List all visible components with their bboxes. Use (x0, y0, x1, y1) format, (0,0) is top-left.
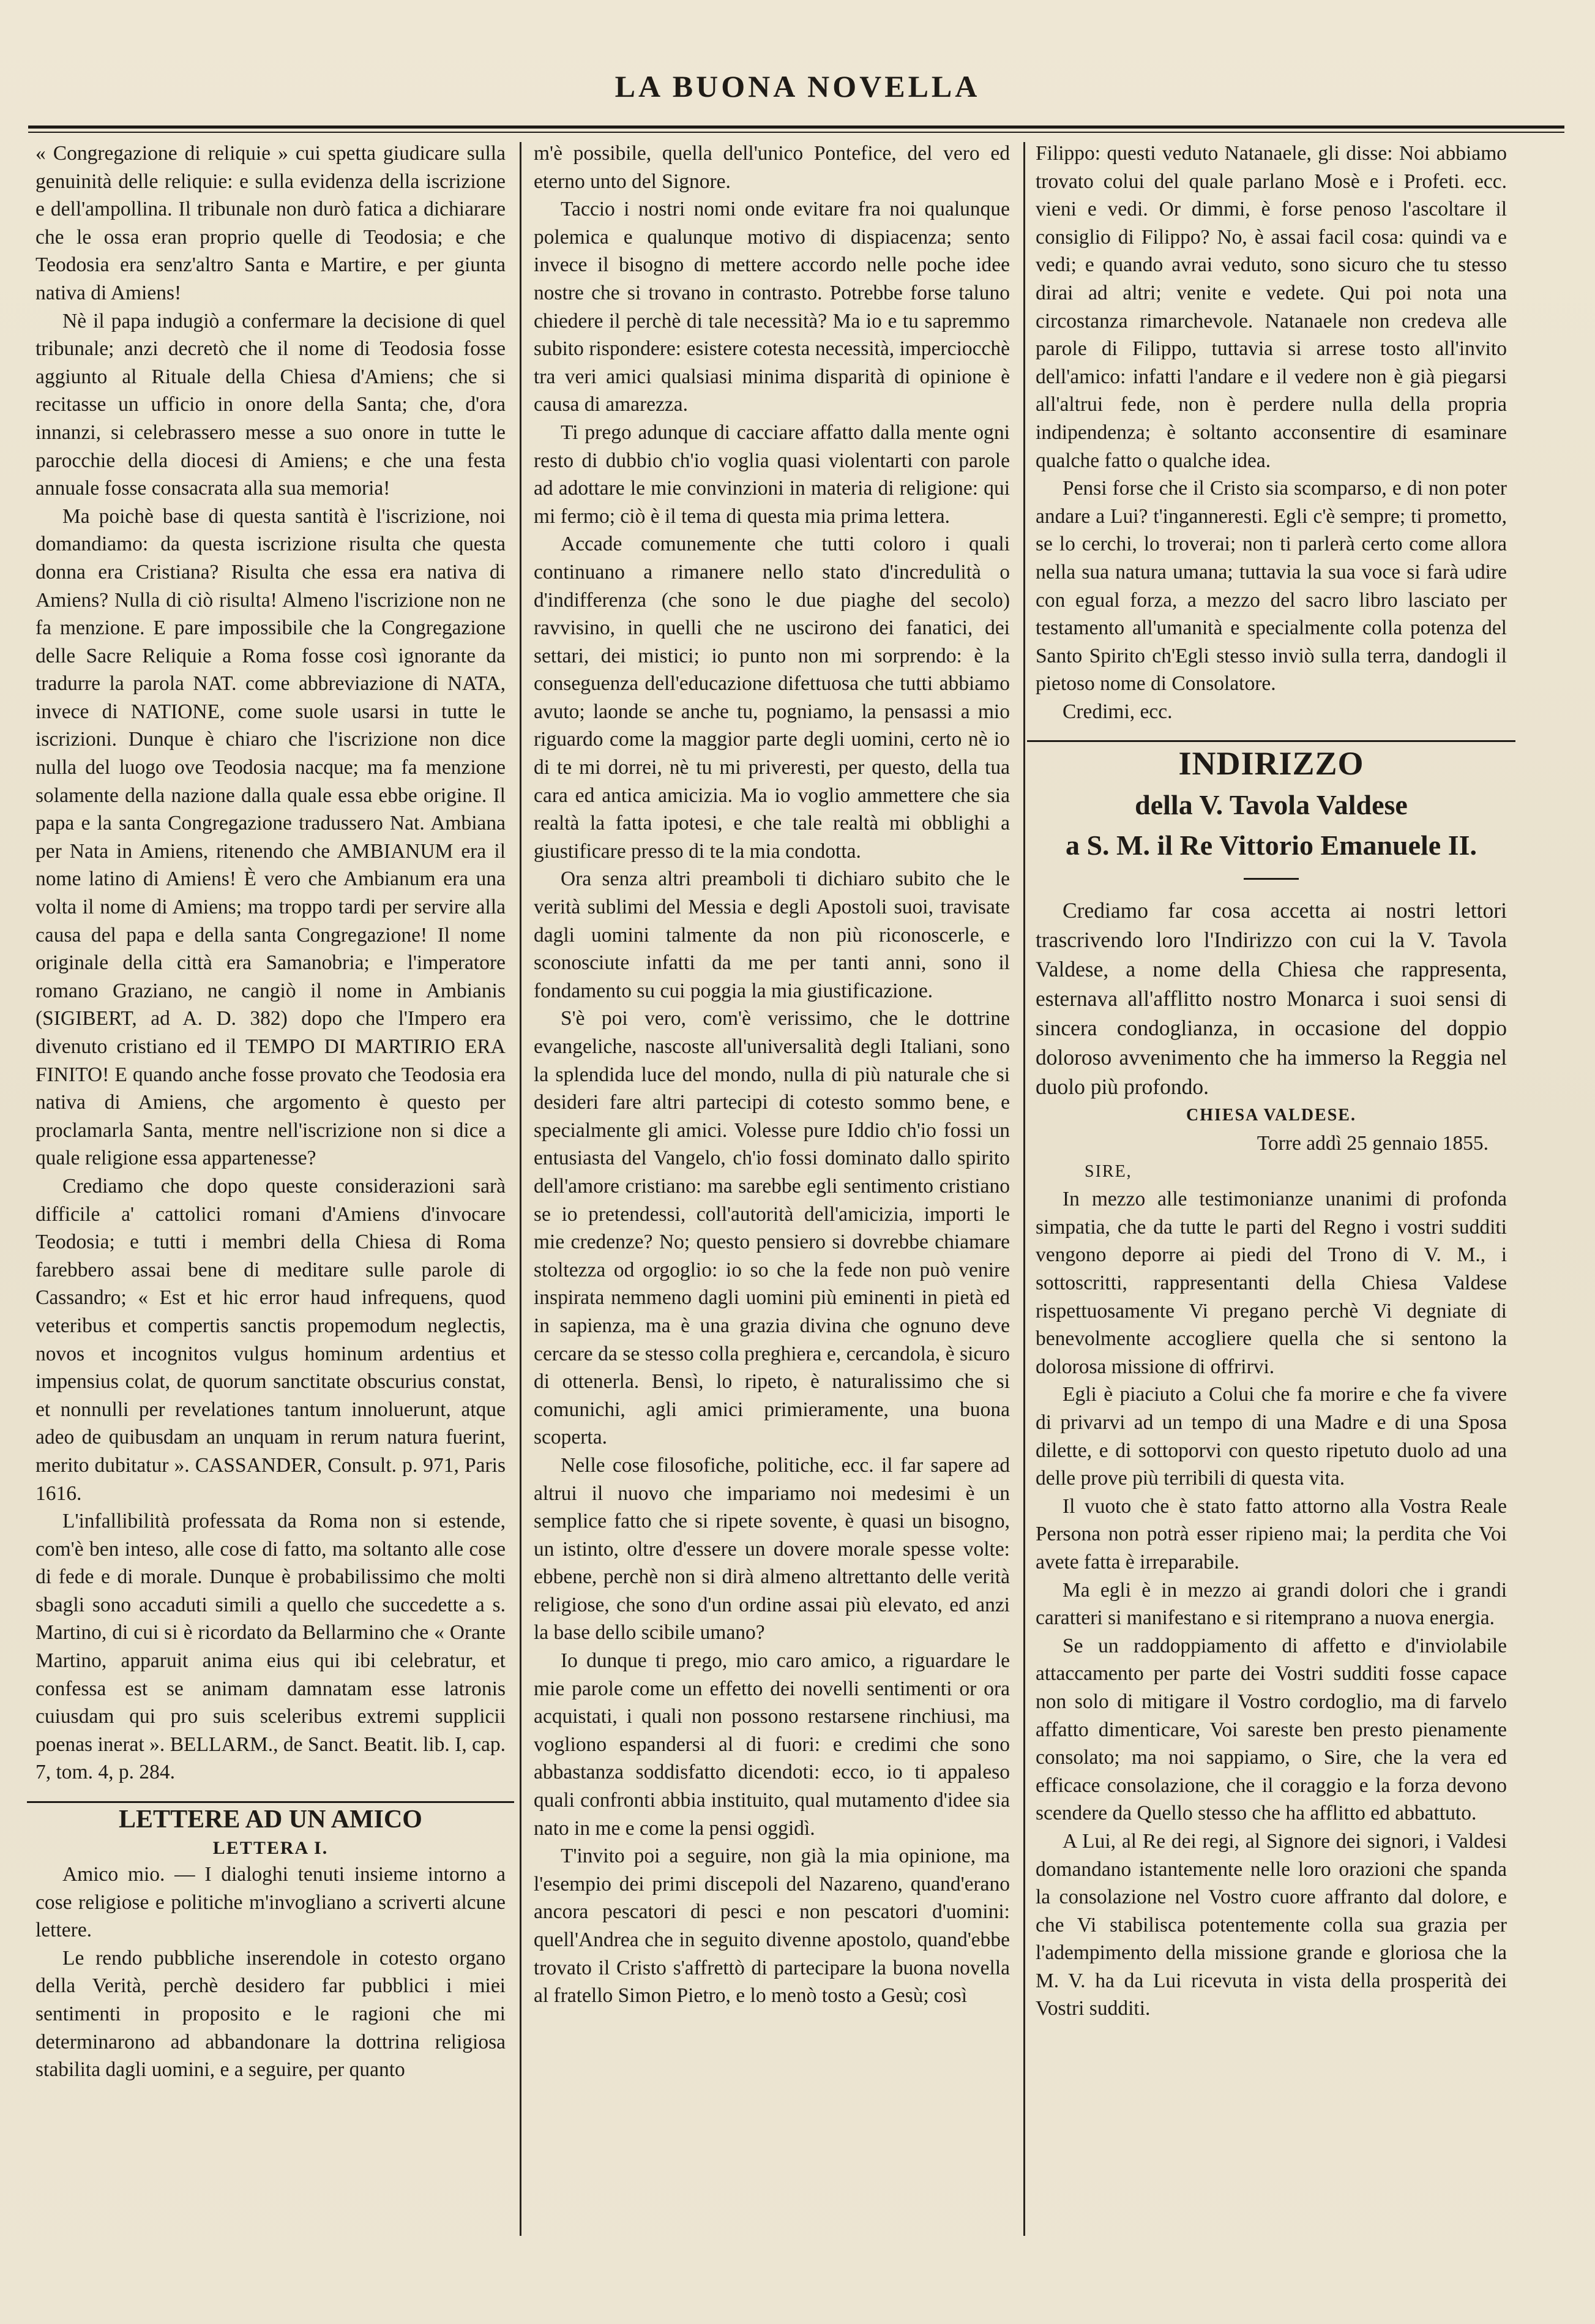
paragraph: Nè il papa indugiò a confermare la decisione di quel tribunale; anzi decretò che il nome di Teodosia fosse aggiunto al Rituale della Chiesa d'Amiens; che si recitasse un ufficio in onore della Santa; che, d'ora innanzi, si celebrassero messe a suo onore in tutte le parocchie della diocesi di Amiens; e che una festa annuale fosse consacrata alla sua memoria! (35, 309, 506, 500)
paragraph: T'invito poi a seguire, non già la mia opinione, ma l'esempio dei primi discepoli del Nazareno, quand'erano ancora pescatori di pesci e non pescatori d'uomini: quell'Andrea che in seguito divenne apostolo, quand'ebbe trovato il Cristo s'affrettò di partecipare la buona novella al fratello Simon Pietro, e lo menò tosto a Gesù; così (534, 1845, 1010, 2007)
column-3 (1036, 140, 1507, 2023)
paragraph: Taccio i nostri nomi onde evitare fra noi qualunque polemica e qualunque motivo di dispiacenza; sento invece il bisogno di mettere accordo nelle poche idee nostre che si trovano in contrasto. Potrebbe forse taluno chiedere il perchè di tale necessità? Ma io e tu sapremmo subito rispondere: esistere cotesta necessità, imperciocchè tra veri amici qualsiasi minima disparità di opinione è causa di amarezza. (534, 198, 1010, 416)
paragraph: Ti prego adunque di cacciare affatto dalla mente ogni resto di dubbio ch'io voglia quasi violentarti con parole ad adottare le mie convinzioni in materia di religione: qui mi fermo; ciò è il tema di questa mia prima lettera. (534, 421, 1010, 528)
paragraph: Filippo: questi veduto Natanaele, gli disse: Noi abbiamo trovato colui del quale parlano Mosè e i Profeti. ecc. vieni e vedi. Or dimmi, è forse penoso l'ascoltare il consiglio di Filippo? No, è assai facil cosa: quindi va e vedi; e quando avrai veduto, sono sicuro che tu stesso dirai ad altri; venite e vedete. Qui poi nota una circostanza rimarchevole. Natanaele non credeva alle parole di Filippo, tuttavia si arrese tosto all'invito dell'amico: infatti l'andare e il vedere non è già piegarsi all'altrui fede, non è perdere nulla della propria indipendenza; è soltanto acconsentire di esaminare qualche fatto o qualche idea. (1036, 142, 1507, 472)
closing-line: Credimi, ecc. (1063, 700, 1173, 723)
paragraph: Io dunque ti prego, mio caro amico, a riguardare le mie parole come un effetto dei novelli sentimenti or ora acquistati, i quali non possono restarsene rinchiusi, ma vogliono espandersi al di fuori: e credimi che sono abbastanza soddisfatto dicendoti: ecco, io ti appaleso quali confronti abbia instituito, qual mutamento d'idee sia nato in me e come la pensi oggidì. (534, 1649, 1010, 1840)
lettera-label: LETTERA I. (212, 1838, 329, 1859)
paragraph: Ma poichè base di questa santità è l'iscrizione, noi domandiamo: da questa iscrizione risulta che questa donna era Cristiana? Risulta che essa era nativa di Amiens? Nulla di ciò risulta! Almeno l'iscrizione non ne fa menzione. E pare impossibile che la Congregazione delle Sacre Reliquie a Roma fosse così ignorante da tradurre la parola NAT. come abbreviazione di NATA, invece di NATIONE, come suole usarsi in tutte le iscrizioni. Dunque è chiaro che l'iscrizione non dice nulla del luogo ove Teodosia nacque; ma fa menzione solamente della nazione dalla quale essa ebbe origine. Il papa e la santa Congregazione tradussero Nat. Ambiana per Nata in Amiens, ritenendo che AMBIANUM era il nome latino di Amiens! È vero che Ambianum era una volta il nome di Amiens; ma troppo tardi per servire alla causa del papa e della santa Congregazione! Il nome originale della città era Samanobria; e l'imperatore romano Graziano, ne cangiò il nome in Ambianis (SIGIBERT, ad A. D. 382) dopo che l'Impero era divenuto cristiano ed il TEMPO DI MARTIRIO ERA FINITO! E quando anche fosse provato che Teodosia era nativa di Amiens, che argomento è questo per proclamarla Santa, mentre nell'iscrizione non si dice a quale religione essa appartenesse? (35, 504, 506, 1170)
paragraph: « Congregazione di reliquie » cui spetta giudicare sulla genuinità delle reliquie: e sulla evidenza della iscrizione e dell'ampollina. Il tribunale non durò fatica a dichiarare che le ossa eran proprio quelle di Teodosia; e che Teodosia era senz'altro Santa e Martire, e per giunta nativa di Amiens! (35, 142, 506, 304)
paragraph: Pensi forse che il Cristo sia scomparso, e di non poter andare a Lui? t'inganneresti. Egli c'è sempre; ti prometto, se lo cerchi, lo troverai; non ti parlerà certo come allora nella sua natura umana; tuttavia la sua voce si farà udire con egual forza, a mezzo del sacro libro lasciato per testamento all'umanità e specialmente colla potenza del Santo Spirito ch'Egli stesso inviò sulla terra, dandogli il pietoso nome di Consolatore. (1036, 477, 1507, 695)
intro-paragraph: Crediamo far cosa accetta ai nostri lettori trascrivendo loro l'Indirizzo con cui la V. Tavola Valdese, a nome della Chiesa che rappresenta, esternava all'afflitto nostro Monarca i suoi sensi di sincera condoglianza, in occasione del doppio doloroso avvenimento che ha immerso la Reggia nel duolo più profondo. (1036, 898, 1507, 1100)
column-divider-1 (520, 142, 521, 2236)
masthead-title: LA BUONA NOVELLA (614, 69, 981, 103)
masthead-rule-thick (28, 126, 1564, 129)
column-divider-2 (1023, 142, 1025, 2236)
paragraph: S'è poi vero, com'è verissimo, che le dottrine evangeliche, nascoste all'universalità degli Italiani, sono la splendida luce del mondo, nulla di più naturale che si desideri fare altri partecipi di cotesto sommo bene, e specialmente gli amici. Volesse pure Iddio ch'io fossi un entusiasta del Vangelo, ch'io fossi dominato dallo spirito dell'amore cristiano: ma sarebbe egli sentimento cristiano se io pretendessi, coll'autorità dell'amicizia, importi le mie credenze? No; questo pensiero si dovrebbe chiamare stoltezza od orgoglio: io so che la fede non può venire inspirata nemmeno dagli uomini più eminenti in pietà ed in sapienza, ma è una grazia divina che ognuno deve cercare da se stesso colla preghiera e, cercandola, è sicuro di ottenerla. Bensì, lo ripeto, è naturalissimo che si comunichi, agli amici primieramente, una buona scoperta. (534, 1007, 1010, 1449)
paragraph: Crediamo che dopo queste considerazioni sarà difficile a' cattolici romani d'Amiens d'invocare Teodosia; e tutti i membri della Chiesa di Roma farebbero assai bene di meditare sulle parole di Cassandro; « Est et hic error haud infrequens, quod veteribus et compertis sanctis propemodum neglectis, novos et incognitos vulgus hominum ardentius et impensius colat, de quorum sanctitate obscurius constat, et nonnulli per revelationes tantum innoluerunt, atque adeo de quibusdam an unquam in rerum natura fuerint, merito dubitatur ». CASSANDER, Consult. p. 971, Paris 1616. (35, 1174, 506, 1505)
paragraph: m'è possibile, quella dell'unico Pontefice, del vero ed eterno unto del Signore. (534, 142, 1010, 193)
paragraph: Egli è piaciuto a Colui che fa morire e che fa vivere di privarvi ad un tempo di una Madre e di una Sposa dilette, e di sottoporvi con questo ripetuto duolo ad una delle prove più terribili di questa vita. (1036, 1383, 1507, 1490)
paragraph: Accade comunemente che tutti coloro i quali continuano a rimanere nello stato d'incredulità o d'indifferenza (che sono le due piaghe del secolo) ravvisino, in quelli che ne uscirono dei fanatici, dei settari, dei mistici; io punto non mi sorprendo: è la conseguenza dell'educazione difettuosa che tutti abbiamo avuto; laonde se anche tu, pogniamo, la pensassi a mio riguardo come la maggior parte degli uomini, certo nè io di te mi dorrei, nè tu mi priveresti, per questo, della tua cara ed antica amicizia. Ma io voglio ammettere che sia realtà la fatta ipotesi, e che tale realtà mi obblighi a giustificare presso di te la mia condotta. (534, 533, 1010, 863)
column-1 (35, 140, 506, 2084)
paragraph: Ora senza altri preamboli ti dichiaro subito che le verità sublimi del Messia e degli Apostoli suoi, travisate dagli uomini talmente da non più riconoscerle, e sconosciute infatti da me per tanti anni, sono il fondamento su cui poggia la mia giustificazione. (534, 868, 1010, 1002)
paragraph: L'infallibilità professata da Roma non si estende, com'è ben inteso, alle cose di fatto, ma soltanto alle cose di fede e di morale. Dunque è probabilissimo che molti sbagli sono accaduti simili a quello che succedette a s. Martino, di cui si è ricordato da Bellarmino che « Orante Martino, apparuit anima eius qui ibi celebratur, et confessa est se animam damnatam esse latronis cuiusdam qui pro suis sceleribus extremi supplicii poenas inerat ». BELLARM., de Sanct. Beatit. lib. I, cap. 7, tom. 4, p. 284. (35, 1510, 506, 1784)
masthead-rule-thin (28, 132, 1564, 133)
paragraph: Nelle cose filosofiche, politiche, ecc. il far sapere ad altrui il nuovo che impariamo noi medesimi è un semplice fatto che si ripete sovente, è quasi un bisogno, un istinto, oltre d'essere un dovere morale spesse volte: ebbene, perchè non si dirà almeno altrettanto delle verità religiose, che sono d'un ordine assai più elevato, ed anzi la base dello scibile umano? (534, 1453, 1010, 1644)
paragraph: Le rendo pubbliche inserendole in cotesto organo della Verità, perchè desidero far pubblici i miei sentimenti in proposito e le ragioni che mi determinarono ad abbandonare la dottrina religiosa stabilita dagli uomini, e a seguire, per quanto (35, 1946, 506, 2082)
short-divider (1244, 878, 1299, 880)
indirizzo-subtitle-2: a S. M. il Re Vittorio Emanuele II. (1065, 830, 1477, 861)
column-2 (534, 140, 1010, 2010)
indirizzo-heading: INDIRIZZO (1178, 745, 1364, 782)
dateline: Torre addì 25 gennaio 1855. (1257, 1132, 1489, 1155)
salutation: SIRE, (1085, 1161, 1132, 1181)
indirizzo-subtitle-1: della V. Tavola Valdese (1135, 789, 1408, 821)
paragraph: Amico mio. — I dialoghi tenuti insieme intorno a cose religiose e politiche m'invogliano a scriverti alcune lettere. (35, 1863, 506, 1942)
paragraph: Ma egli è in mezzo ai grandi dolori che i grandi caratteri si manifestano e si ritemprano a nuova energia. (1036, 1578, 1507, 1630)
signature-name: CHIESA VALDESE. (1186, 1106, 1356, 1125)
paragraph: A Lui, al Re dei regi, al Signore dei signori, i Valdesi domandano istantemente nelle loro orazioni che spanda la consolazione nel Vostro cuore affranto dal dolore, e che Vi stabilisca potentemente colla sua grazia per l'adempimento della missione grande e gloriosa che la M. V. ha da Lui ricevuta in vista della prosperità dei Vostri sudditi. (1036, 1829, 1507, 2020)
paragraph: Se un raddoppiamento di affetto e d'inviolabile attaccamento per parte dei Vostri sudditi fosse capace non solo di mitigare il Vostro cordoglio, ma di farvelo affatto dimenticare, Voi sareste ben presto pienamente consolato; ma noi sappiamo, o Sire, che la vera ed efficace consolazione, che il coraggio e la forza devono scendere da Quello stesso che ha afflitto ed abbattuto. (1036, 1634, 1507, 1825)
lettere-heading: LETTERE AD UN AMICO (119, 1805, 422, 1834)
paragraph: In mezzo alle testimonianze unanimi di profonda simpatia, che da tutte le parti del Regno i vostri sudditi vengono deporre ai piedi del Trono di V. M., i sottoscritti, rappresentanti della Chiesa Valdese rispettuosamente Vi pregano perchè Vi degniate di benevolmente accogliere quella che si sentono la dolorosa missione di offrirvi. (1036, 1188, 1507, 1378)
paragraph: Il vuoto che è stato fatto attorno alla Vostra Reale Persona non potrà esser ripieno mai; la perdita che Voi avete fatta è irreparabile. (1036, 1494, 1507, 1573)
